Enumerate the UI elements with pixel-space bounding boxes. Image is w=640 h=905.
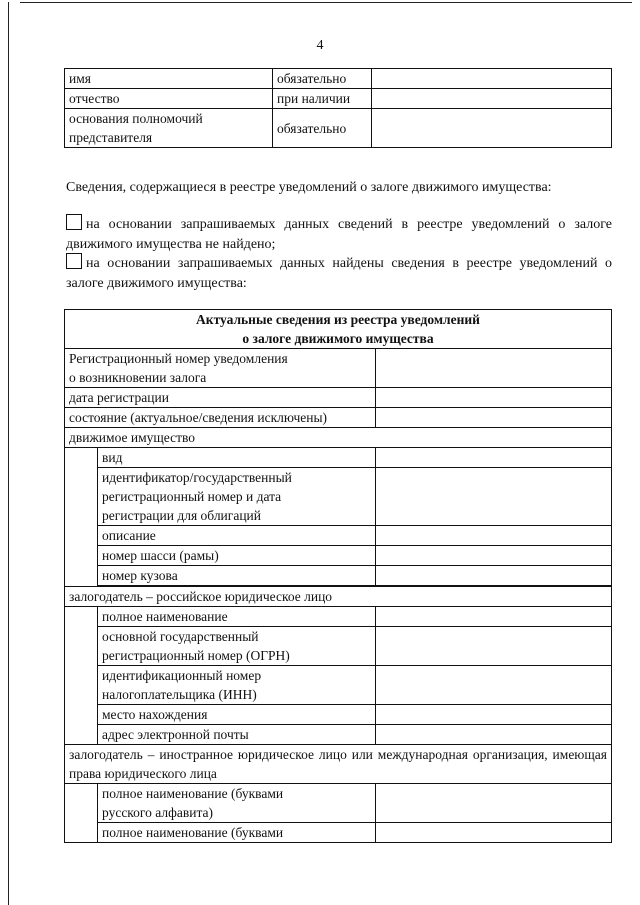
table-row (65, 823, 612, 843)
table-row (65, 607, 612, 627)
table-row (65, 566, 612, 586)
pledgor-ru-section: залогодатель – российское юридическое лицо (65, 587, 612, 607)
field-value[interactable] (376, 388, 612, 408)
page-left-edge (8, 2, 9, 905)
option-found: на основании запрашиваемых данных найдены сведения в реестре уведомлений о залоге движимого имущества: (66, 253, 612, 294)
section-row (65, 428, 612, 448)
table-row (65, 546, 612, 566)
field-value[interactable] (376, 526, 612, 546)
state-label: состояние (актуальное/сведения исключены) (65, 408, 376, 428)
field-value[interactable] (376, 725, 612, 745)
table-row (65, 627, 612, 666)
identifier-label: идентификатор/государственный регистрационный номер и дата регистрации для облигаций (98, 468, 376, 526)
field-value[interactable] (376, 705, 612, 725)
indent-cell (65, 607, 98, 745)
field-label: отчество (65, 89, 273, 109)
field-status: обязательно (273, 69, 372, 89)
pledgor-foreign-section: залогодатель – иностранное юридическое лицо или международная организация, имеющая права юридического лица (65, 745, 612, 784)
section-row (65, 745, 612, 784)
field-value[interactable] (376, 349, 612, 388)
field-value[interactable] (376, 408, 612, 428)
table-row (65, 666, 612, 705)
description-label: описание (98, 526, 376, 546)
field-value[interactable] (372, 89, 612, 109)
full-name-label: полное наименование (98, 607, 376, 627)
registry-details-table (64, 309, 612, 843)
table-header: Актуальные сведения из реестра уведомлений о залоге движимого имущества (65, 310, 612, 349)
field-label: основания полномочий представителя (65, 109, 273, 148)
full-name-partial-label: полное наименование (буквами (98, 823, 376, 843)
table-row (65, 69, 612, 89)
field-value[interactable] (376, 566, 612, 586)
indent-cell (65, 448, 98, 587)
table-row (65, 109, 612, 148)
table-row (65, 349, 612, 388)
checkbox-not-found[interactable] (66, 214, 82, 230)
field-value[interactable] (372, 69, 612, 89)
field-value[interactable] (376, 784, 612, 823)
full-name-ru-label: полное наименование (буквами русского алфавита) (98, 784, 376, 823)
field-value[interactable] (376, 448, 612, 468)
email-label: адрес электронной почты (98, 725, 376, 745)
ogrn-label: основной государственный регистрационный номер (ОГРН) (98, 627, 376, 666)
field-status: обязательно (273, 109, 372, 148)
reg-date-label: дата регистрации (65, 388, 376, 408)
movable-property-section: движимое имущество (65, 428, 612, 448)
registry-intro: Сведения, содержащиеся в реестре уведомлений о залоге движимого имущества: (66, 180, 552, 195)
field-label: имя (65, 69, 273, 89)
field-value[interactable] (376, 607, 612, 627)
chassis-label: номер шасси (рамы) (98, 546, 376, 566)
field-value[interactable] (376, 468, 612, 526)
indent-cell (65, 784, 98, 843)
table-row (65, 526, 612, 546)
inn-label: идентификационный номер налогоплательщика (ИНН) (98, 666, 376, 705)
location-label: место нахождения (98, 705, 376, 725)
table-row (65, 468, 612, 526)
table-header-row (65, 310, 612, 349)
field-value[interactable] (376, 627, 612, 666)
page-top-edge (20, 2, 632, 3)
table-row (65, 89, 612, 109)
table-row (65, 725, 612, 745)
reg-number-label: Регистрационный номер уведомления о возникновении залога (65, 349, 376, 388)
field-status: при наличии (273, 89, 372, 109)
representative-table (64, 68, 612, 148)
checkbox-found[interactable] (66, 253, 82, 269)
option-not-found: на основании запрашиваемых данных сведений в реестре уведомлений о залоге движимого имущества не найдено; (66, 214, 612, 255)
field-value[interactable] (372, 109, 612, 148)
table-row (65, 784, 612, 823)
page-number: 4 (316, 38, 324, 53)
table-row (65, 388, 612, 408)
field-value[interactable] (376, 823, 612, 843)
field-value[interactable] (376, 546, 612, 566)
kind-label: вид (98, 448, 376, 468)
table-row (65, 448, 612, 468)
table-row (65, 705, 612, 725)
body-number-label: номер кузова (98, 566, 376, 586)
section-row (65, 587, 612, 607)
table-row (65, 408, 612, 428)
field-value[interactable] (376, 666, 612, 705)
